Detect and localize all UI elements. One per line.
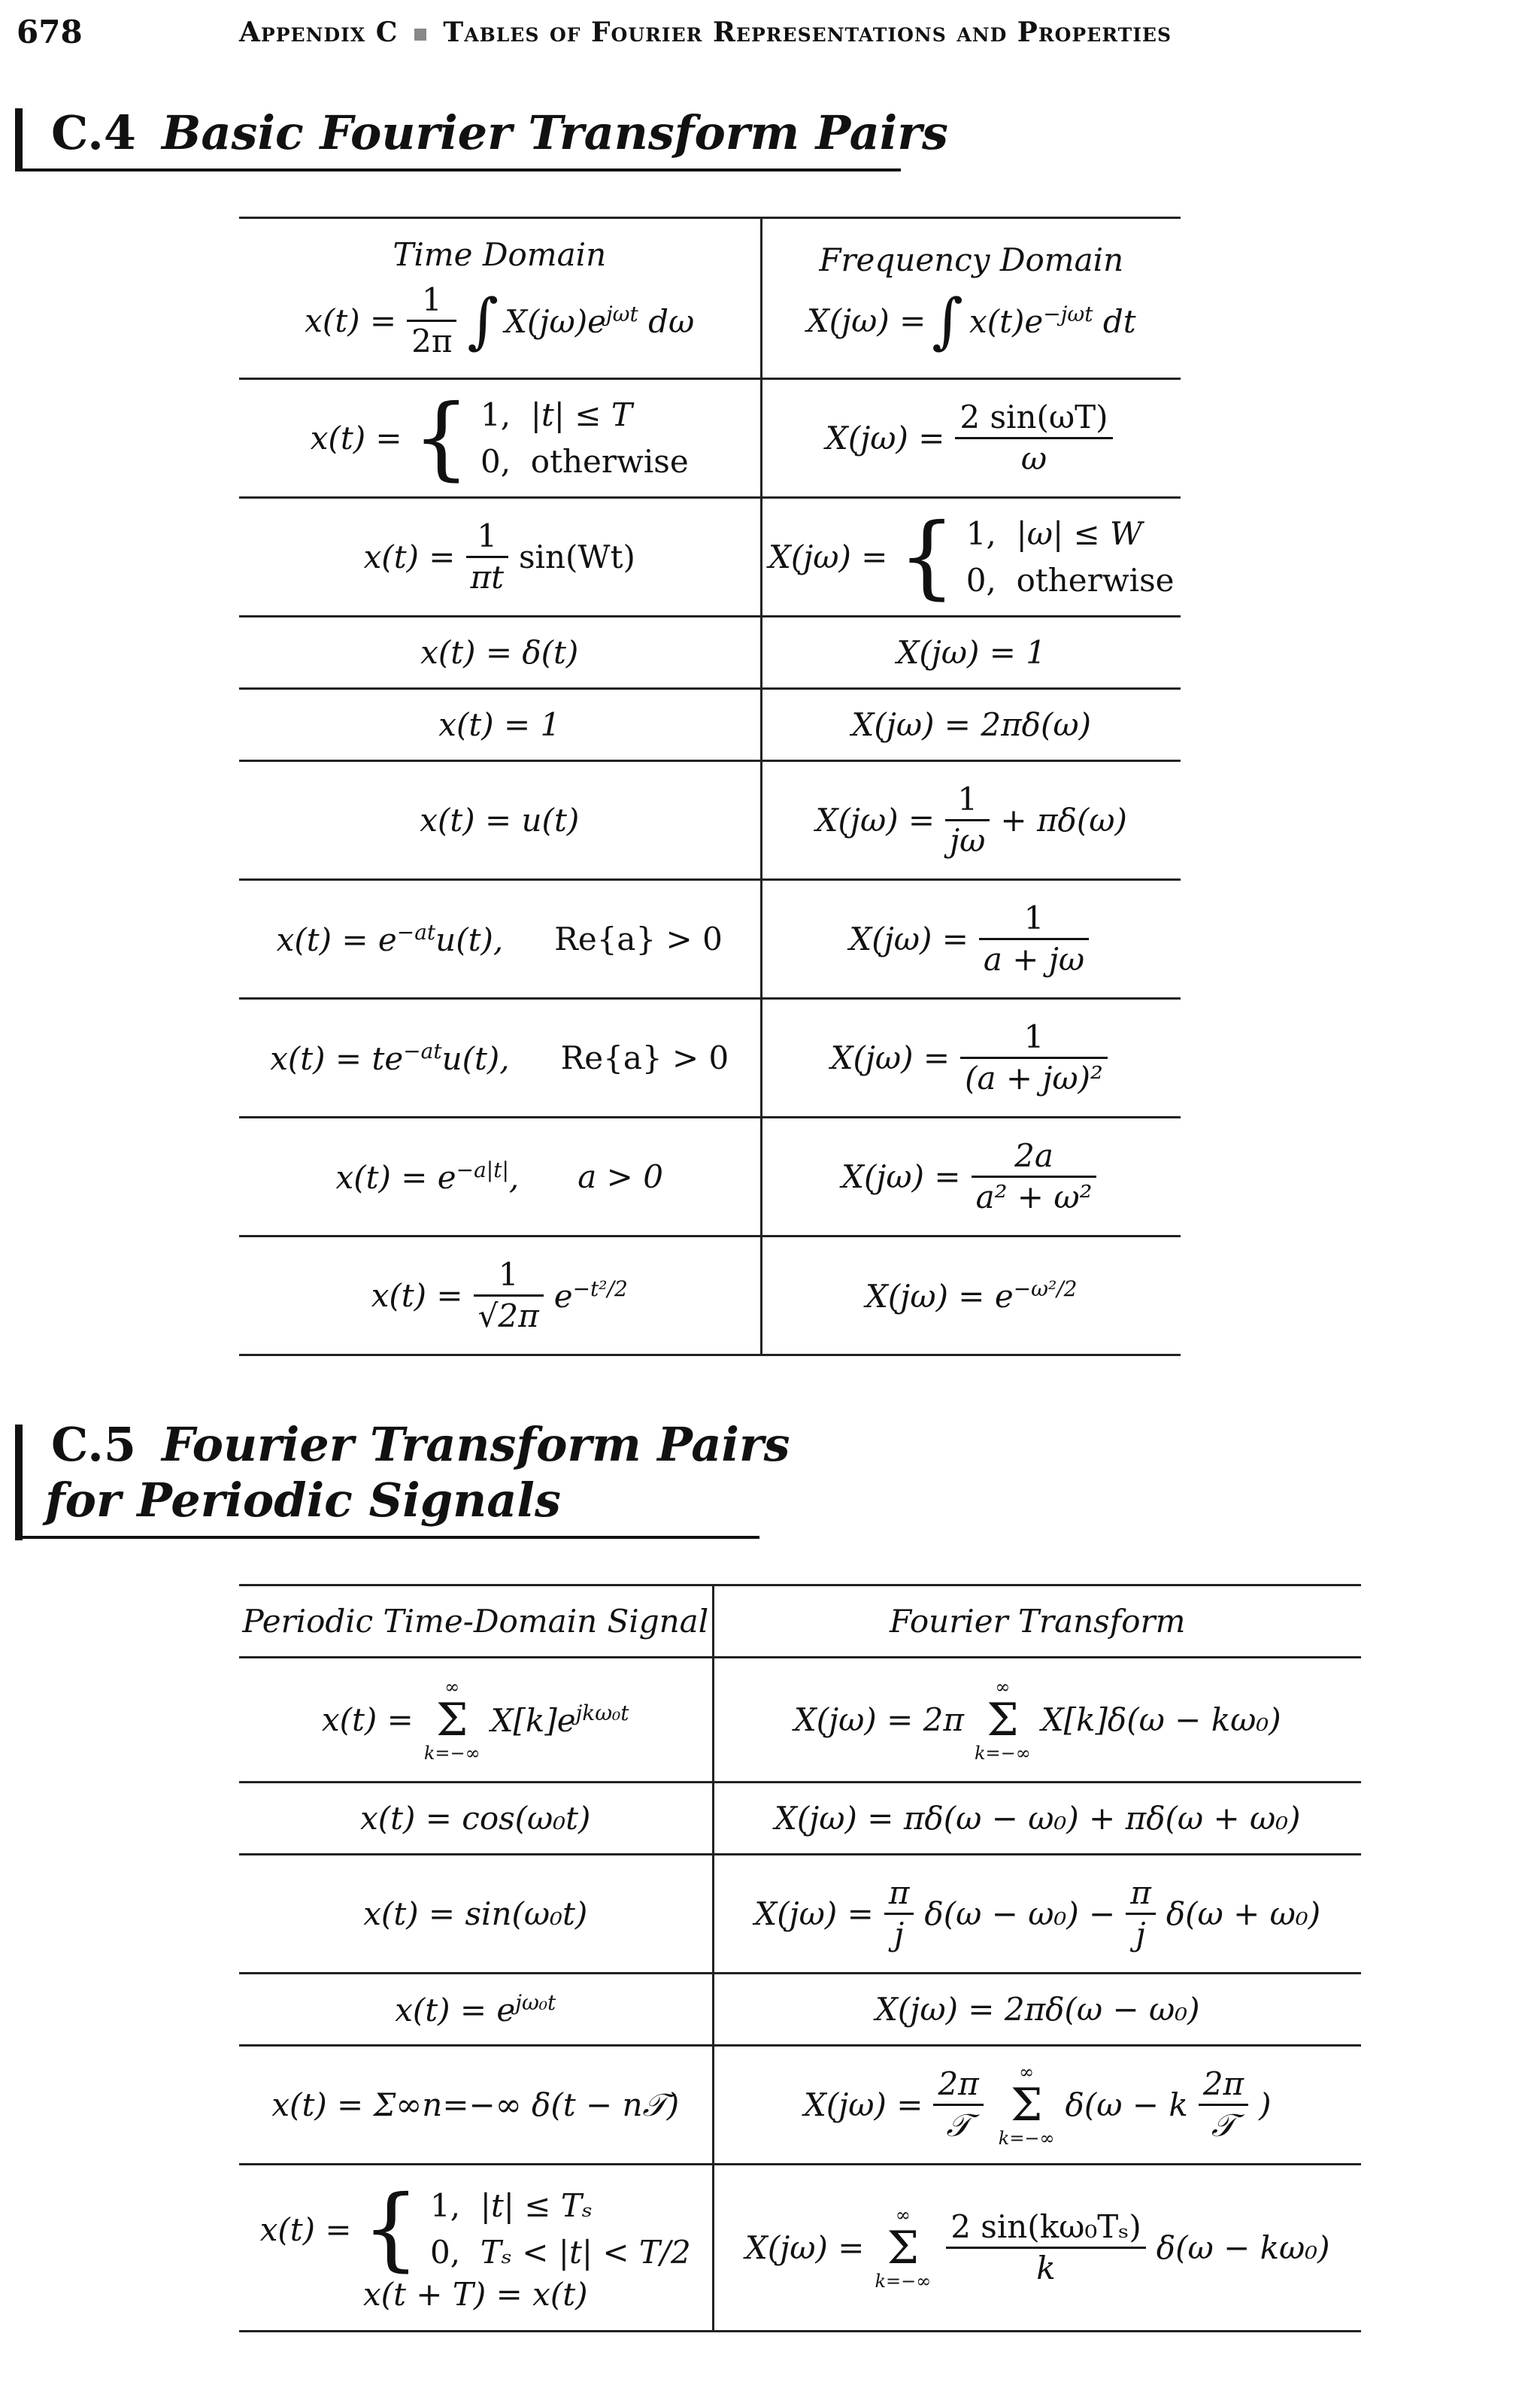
section-c5-title-line2: for Periodic Signals (45, 1473, 561, 1528)
table-row: $x(t) = e^{-a|t|}$, a > 0 X(jω) = $\frac{2a}{\text{a² + ω²}}$ (239, 1118, 1181, 1236)
table-row: x(t) = u(t) X(jω) = $\frac{1}{j\omega}$ + πδ(ω) (239, 761, 1181, 880)
table-row: x(t) = { 1, |t| ≤ T 0, otherwise X(jω) = $\frac{2 \sin(\omega T)}{\omega}$ (239, 379, 1181, 498)
table-row: x(t) = δ(t) X(jω) = 1 (239, 617, 1181, 689)
table-row (239, 1585, 1361, 1658)
c5-head-time: Periodic Time-Domain Signal (239, 1585, 713, 1658)
section-c5-title: C.5 Fourier Transform Pairs (51, 1417, 790, 1472)
running-head-appendix: Appendix C (239, 17, 399, 48)
c4-head-freq: Frequency Domain X(jω) = ∫ $x(t)e^{-j\omega t}$ dt (761, 218, 1181, 379)
section-c4-title: C.4 Basic Fourier Transform Pairs (51, 105, 948, 160)
table-row: $x(t) = te^{-at}u(t)$, Re{a} > 0 X(jω) = $\frac{1}{\text{(a + jω)²}}$ (239, 999, 1181, 1118)
table-row: x(t) = Σ∞n=−∞ δ(t − n𝒯) X(jω) = $\frac{2\pi}{\text{𝒯}}$ ∞ Σ k=−∞ δ(ω − k $\frac{2\pi}{\text{𝒯}}$ ) (239, 2046, 1361, 2165)
c5-head-freq: Fourier Transform (713, 1585, 1361, 1658)
table-row: x(t) = cos(ω₀t) X(jω) = πδ(ω − ω₀) + πδ(ω + ω₀) (239, 1783, 1361, 1855)
page-number: 678 (17, 14, 83, 50)
table-row: x(t) = $\frac{1}{\pi t}$ sin(Wt) X(jω) = { 1, |ω| ≤ W 0, otherwise (239, 498, 1181, 617)
table-row: x(t) = { 1, |t| ≤ Tₛ 0, Tₛ < |t| < T/2 x(t + T) = x(t) X(jω) = ∞ Σ k=−∞ $\frac{\text{2 sin(kω₀Tₛ)}}{k}$ δ(ω − kω₀) (239, 2165, 1361, 2332)
table-row: x(t) = 1 X(jω) = 2πδ(ω) (239, 689, 1181, 761)
running-head (239, 17, 1172, 48)
running-head-title: Tables of Fourier Representations and Properties (443, 17, 1172, 48)
section-c5-heading (15, 1414, 790, 1542)
table-c5 (239, 1584, 1361, 2332)
table-row: $x(t) = e^{-at}u(t)$, Re{a} > 0 X(jω) = $\frac{1}{a + j\omega}$ (239, 880, 1181, 999)
table-row: $x(t) = e^{j\omega_0t}$ X(jω) = 2πδ(ω − ω₀) (239, 1974, 1361, 2046)
bullet-icon (414, 29, 426, 41)
table-row (239, 218, 1181, 379)
c4-head-time: Time Domain x(t) = $\frac{1}{2\pi}$ ∫ $X(j\omega)e^{j\omega t}$ dω (239, 218, 761, 379)
table-row: x(t) = $\frac{1}{√2\pi}$ $e^{-t^2/2}$ $X(j\omega) = e^{-\omega^2/2}$ (239, 1236, 1181, 1355)
table-c4 (239, 217, 1181, 1356)
table-row: x(t) = ∞ Σ k=−∞ $X[k]e^{jk\omega_0t}$ X(jω) = 2π ∞ Σ k=−∞ X[k]δ(ω − kω₀) (239, 1658, 1361, 1783)
section-c4-heading (15, 98, 948, 173)
table-row: x(t) = sin(ω₀t) X(jω) = $\frac{\pi}{j}$ δ(ω − ω₀) − $\frac{\pi}{j}$ δ(ω + ω₀) (239, 1855, 1361, 1974)
